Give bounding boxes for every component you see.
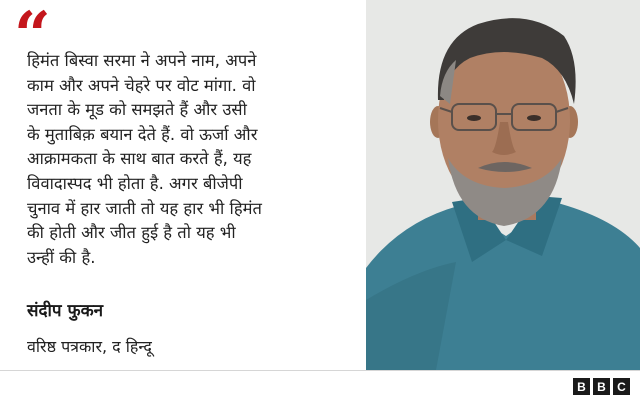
eye-right	[527, 115, 541, 121]
quote-line: चुनाव में हार जाती तो यह हार भी हिमंत	[27, 198, 262, 218]
portrait-illustration	[366, 0, 640, 370]
quote-line: की होती और जीत हुई है तो यह भी	[27, 223, 236, 243]
bbc-logo-letter: B	[593, 378, 610, 395]
quote-line: विवादास्पद भी होता है. अगर बीजेपी	[27, 173, 243, 193]
eye-left	[467, 115, 481, 121]
author-name: संदीप फुकन	[27, 301, 104, 321]
author-role: वरिष्ठ पत्रकार, द हिन्दू	[27, 337, 152, 356]
bbc-logo	[573, 378, 630, 395]
quote-line: हिमंत बिस्वा सरमा ने अपने नाम, अपने	[27, 51, 257, 70]
bbc-logo-letter: B	[573, 378, 590, 395]
quote-mark-icon: “	[14, 0, 51, 73]
quote-line: आक्रामकता के साथ बात करते हैं, यह	[27, 149, 252, 169]
quote-line: काम और अपने चेहरे पर वोट मांगा. वो	[27, 75, 256, 95]
quote-line: जनता के मूड को समझते हैं और उसी	[27, 100, 247, 120]
quote-line: उन्हीं की है.	[27, 247, 96, 267]
quote-text	[27, 49, 357, 270]
bbc-logo-letter: C	[613, 378, 630, 395]
quote-line: के मुताबिक़ बयान देते हैं. वो ऊर्जा और	[27, 124, 258, 144]
footer	[0, 371, 640, 400]
author-photo	[366, 0, 640, 370]
